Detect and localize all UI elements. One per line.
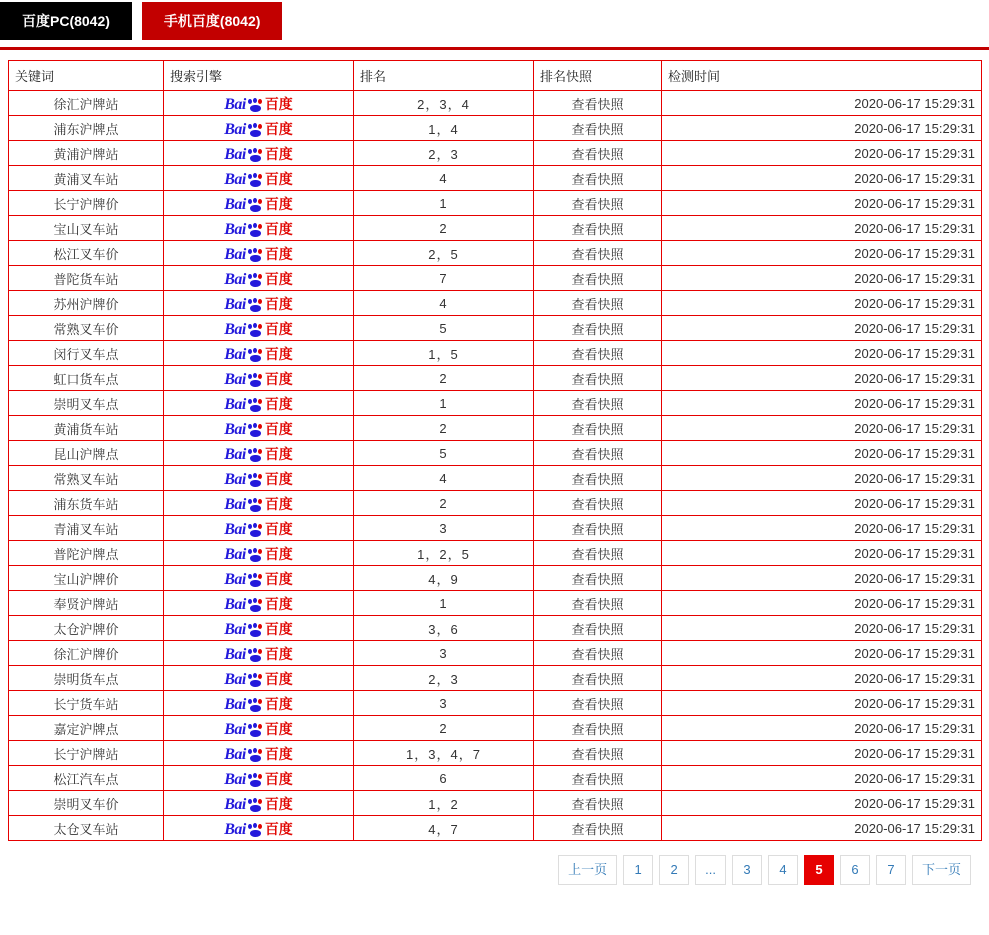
baidu-logo-icon: Bai 百度 — [224, 671, 293, 688]
cell-keyword: 太仓叉车站 — [9, 816, 164, 841]
cell-rank: 1，2，5 — [354, 541, 534, 566]
cell-search-engine — [164, 541, 354, 566]
table-header-row — [9, 61, 982, 91]
table-row — [9, 141, 982, 166]
cell-snapshot-link[interactable]: 查看快照 — [534, 766, 662, 791]
tab-bar — [0, 0, 989, 40]
cell-search-engine — [164, 141, 354, 166]
cell-snapshot-link[interactable]: 查看快照 — [534, 641, 662, 666]
cell-rank: 3 — [354, 641, 534, 666]
cell-keyword: 宝山沪牌价 — [9, 566, 164, 591]
cell-keyword: 昆山沪牌点 — [9, 441, 164, 466]
cell-search-engine — [164, 616, 354, 641]
table-row — [9, 241, 982, 266]
col-header-snapshot: 排名快照 — [534, 61, 662, 91]
table-row — [9, 816, 982, 841]
table-row — [9, 116, 982, 141]
cell-keyword: 长宁货车站 — [9, 691, 164, 716]
cell-snapshot-link[interactable]: 查看快照 — [534, 266, 662, 291]
baidu-logo-icon: Bai 百度 — [224, 596, 293, 613]
table-row — [9, 366, 982, 391]
cell-snapshot-link[interactable]: 查看快照 — [534, 166, 662, 191]
cell-search-engine — [164, 216, 354, 241]
cell-rank: 2 — [354, 491, 534, 516]
cell-rank: 4 — [354, 466, 534, 491]
cell-search-engine — [164, 391, 354, 416]
cell-snapshot-link[interactable]: 查看快照 — [534, 241, 662, 266]
table-row — [9, 316, 982, 341]
cell-search-engine — [164, 691, 354, 716]
cell-rank: 2，3 — [354, 141, 534, 166]
cell-rank: 4，9 — [354, 566, 534, 591]
cell-keyword: 黄浦沪牌站 — [9, 141, 164, 166]
cell-search-engine — [164, 516, 354, 541]
cell-rank: 2，3，4 — [354, 91, 534, 116]
baidu-logo-icon: Bai 百度 — [224, 796, 293, 813]
cell-check-time: 2020-06-17 15:29:31 — [662, 466, 982, 491]
cell-search-engine — [164, 166, 354, 191]
cell-keyword: 常熟叉车价 — [9, 316, 164, 341]
cell-snapshot-link[interactable]: 查看快照 — [534, 216, 662, 241]
baidu-logo-icon: Bai 百度 — [224, 421, 293, 438]
cell-keyword: 虹口货车点 — [9, 366, 164, 391]
table-head — [9, 61, 982, 91]
baidu-logo-icon: Bai 百度 — [224, 646, 293, 663]
cell-rank: 1 — [354, 191, 534, 216]
cell-keyword: 奉贤沪牌站 — [9, 591, 164, 616]
table-row — [9, 716, 982, 741]
cell-check-time: 2020-06-17 15:29:31 — [662, 691, 982, 716]
cell-rank: 1 — [354, 591, 534, 616]
cell-keyword: 崇明叉车价 — [9, 791, 164, 816]
baidu-logo-icon: Bai 百度 — [224, 246, 293, 263]
results-table-container — [0, 50, 989, 841]
cell-check-time: 2020-06-17 15:29:31 — [662, 316, 982, 341]
cell-check-time: 2020-06-17 15:29:31 — [662, 616, 982, 641]
cell-check-time: 2020-06-17 15:29:31 — [662, 241, 982, 266]
cell-check-time: 2020-06-17 15:29:31 — [662, 416, 982, 441]
cell-snapshot-link[interactable]: 查看快照 — [534, 391, 662, 416]
cell-search-engine — [164, 441, 354, 466]
table-row — [9, 391, 982, 416]
cell-search-engine — [164, 791, 354, 816]
cell-snapshot-link[interactable]: 查看快照 — [534, 566, 662, 591]
cell-check-time: 2020-06-17 15:29:31 — [662, 741, 982, 766]
baidu-logo-icon: Bai 百度 — [224, 821, 293, 838]
cell-check-time: 2020-06-17 15:29:31 — [662, 491, 982, 516]
cell-rank: 2，3 — [354, 666, 534, 691]
cell-keyword: 太仓沪牌价 — [9, 616, 164, 641]
baidu-logo-icon: Bai 百度 — [224, 771, 293, 788]
table-row — [9, 766, 982, 791]
cell-rank: 4 — [354, 291, 534, 316]
table-row — [9, 216, 982, 241]
table-row — [9, 591, 982, 616]
cell-search-engine — [164, 341, 354, 366]
cell-rank: 1，3，4，7 — [354, 741, 534, 766]
table-row — [9, 616, 982, 641]
baidu-logo-icon: Bai 百度 — [224, 346, 293, 363]
cell-check-time: 2020-06-17 15:29:31 — [662, 266, 982, 291]
cell-search-engine — [164, 816, 354, 841]
baidu-logo-icon: Bai 百度 — [224, 221, 293, 238]
cell-keyword: 长宁沪牌价 — [9, 191, 164, 216]
cell-keyword: 崇明货车点 — [9, 666, 164, 691]
table-row — [9, 266, 982, 291]
cell-snapshot-link[interactable]: 查看快照 — [534, 341, 662, 366]
cell-check-time: 2020-06-17 15:29:31 — [662, 391, 982, 416]
cell-search-engine — [164, 766, 354, 791]
cell-keyword: 松江叉车价 — [9, 241, 164, 266]
table-row — [9, 491, 982, 516]
cell-snapshot-link[interactable]: 查看快照 — [534, 141, 662, 166]
baidu-logo-icon: Bai 百度 — [224, 571, 293, 588]
cell-snapshot-link[interactable]: 查看快照 — [534, 366, 662, 391]
table-row — [9, 466, 982, 491]
pagination — [0, 841, 989, 885]
cell-check-time: 2020-06-17 15:29:31 — [662, 91, 982, 116]
cell-keyword: 松江汽车点 — [9, 766, 164, 791]
table-row — [9, 641, 982, 666]
table-row — [9, 666, 982, 691]
table-row — [9, 516, 982, 541]
cell-rank: 4 — [354, 166, 534, 191]
baidu-logo-icon: Bai 百度 — [224, 471, 293, 488]
baidu-logo-icon: Bai 百度 — [224, 196, 293, 213]
cell-check-time: 2020-06-17 15:29:31 — [662, 541, 982, 566]
baidu-logo-icon: Bai 百度 — [224, 296, 293, 313]
table-row — [9, 166, 982, 191]
cell-check-time: 2020-06-17 15:29:31 — [662, 791, 982, 816]
baidu-logo-icon: Bai 百度 — [224, 446, 293, 463]
cell-search-engine — [164, 266, 354, 291]
cell-rank: 3 — [354, 691, 534, 716]
cell-search-engine — [164, 91, 354, 116]
pagination-prev[interactable]: 上一页 — [558, 855, 617, 885]
cell-rank: 2 — [354, 216, 534, 241]
cell-keyword: 苏州沪牌价 — [9, 291, 164, 316]
pagination-next[interactable]: 下一页 — [912, 855, 971, 885]
table-row — [9, 691, 982, 716]
baidu-logo-icon: Bai 百度 — [224, 396, 293, 413]
baidu-logo-icon: Bai 百度 — [224, 621, 293, 638]
baidu-logo-icon: Bai 百度 — [224, 496, 293, 513]
cell-check-time: 2020-06-17 15:29:31 — [662, 766, 982, 791]
cell-search-engine — [164, 491, 354, 516]
cell-check-time: 2020-06-17 15:29:31 — [662, 366, 982, 391]
cell-snapshot-link[interactable]: 查看快照 — [534, 541, 662, 566]
baidu-logo-icon: Bai 百度 — [224, 96, 293, 113]
cell-check-time: 2020-06-17 15:29:31 — [662, 716, 982, 741]
cell-snapshot-link[interactable]: 查看快照 — [534, 516, 662, 541]
cell-search-engine — [164, 291, 354, 316]
cell-keyword: 徐汇沪牌站 — [9, 91, 164, 116]
baidu-logo-icon: Bai 百度 — [224, 271, 293, 288]
pagination-page-7[interactable]: 7 — [876, 855, 906, 885]
cell-check-time: 2020-06-17 15:29:31 — [662, 341, 982, 366]
cell-check-time: 2020-06-17 15:29:31 — [662, 191, 982, 216]
table-row — [9, 741, 982, 766]
cell-rank: 2 — [354, 366, 534, 391]
baidu-logo-icon: Bai 百度 — [224, 721, 293, 738]
cell-search-engine — [164, 641, 354, 666]
cell-rank: 2 — [354, 716, 534, 741]
table-row — [9, 541, 982, 566]
cell-search-engine — [164, 116, 354, 141]
col-header-rank: 排名 — [354, 61, 534, 91]
cell-snapshot-link[interactable]: 查看快照 — [534, 291, 662, 316]
cell-keyword: 浦东沪牌点 — [9, 116, 164, 141]
cell-rank: 1，4 — [354, 116, 534, 141]
table-row — [9, 341, 982, 366]
cell-keyword: 黄浦叉车站 — [9, 166, 164, 191]
cell-rank: 1，2 — [354, 791, 534, 816]
cell-snapshot-link[interactable]: 查看快照 — [534, 591, 662, 616]
cell-rank: 2，5 — [354, 241, 534, 266]
cell-check-time: 2020-06-17 15:29:31 — [662, 641, 982, 666]
table-row — [9, 191, 982, 216]
cell-check-time: 2020-06-17 15:29:31 — [662, 566, 982, 591]
cell-snapshot-link[interactable]: 查看快照 — [534, 691, 662, 716]
cell-search-engine — [164, 366, 354, 391]
cell-check-time: 2020-06-17 15:29:31 — [662, 116, 982, 141]
cell-rank: 2 — [354, 416, 534, 441]
pagination-page-1[interactable]: 1 — [623, 855, 653, 885]
cell-rank: 1，5 — [354, 341, 534, 366]
cell-keyword: 常熟叉车站 — [9, 466, 164, 491]
cell-snapshot-link[interactable]: 查看快照 — [534, 741, 662, 766]
cell-snapshot-link[interactable]: 查看快照 — [534, 716, 662, 741]
cell-keyword: 青浦叉车站 — [9, 516, 164, 541]
cell-search-engine — [164, 716, 354, 741]
cell-keyword: 宝山叉车站 — [9, 216, 164, 241]
cell-search-engine — [164, 241, 354, 266]
cell-keyword: 普陀沪牌点 — [9, 541, 164, 566]
cell-check-time: 2020-06-17 15:29:31 — [662, 141, 982, 166]
cell-search-engine — [164, 316, 354, 341]
cell-search-engine — [164, 741, 354, 766]
cell-keyword: 嘉定沪牌点 — [9, 716, 164, 741]
table-row — [9, 291, 982, 316]
pagination-page-6[interactable]: 6 — [840, 855, 870, 885]
cell-keyword: 闵行叉车点 — [9, 341, 164, 366]
cell-snapshot-link[interactable]: 查看快照 — [534, 491, 662, 516]
tab-baidu-mobile[interactable]: 手机百度(8042) — [142, 2, 282, 40]
table-row — [9, 416, 982, 441]
cell-check-time: 2020-06-17 15:29:31 — [662, 516, 982, 541]
cell-snapshot-link[interactable]: 查看快照 — [534, 666, 662, 691]
cell-rank: 7 — [354, 266, 534, 291]
cell-rank: 5 — [354, 441, 534, 466]
baidu-logo-icon: Bai 百度 — [224, 371, 293, 388]
baidu-logo-icon: Bai 百度 — [224, 696, 293, 713]
baidu-logo-icon: Bai 百度 — [224, 171, 293, 188]
baidu-logo-icon: Bai 百度 — [224, 521, 293, 538]
cell-search-engine — [164, 666, 354, 691]
cell-snapshot-link[interactable]: 查看快照 — [534, 416, 662, 441]
cell-check-time: 2020-06-17 15:29:31 — [662, 216, 982, 241]
cell-rank: 1 — [354, 391, 534, 416]
cell-search-engine — [164, 416, 354, 441]
cell-snapshot-link[interactable]: 查看快照 — [534, 116, 662, 141]
tab-baidu-pc[interactable]: 百度PC(8042) — [0, 2, 132, 40]
table-body — [9, 91, 982, 841]
cell-check-time: 2020-06-17 15:29:31 — [662, 291, 982, 316]
cell-snapshot-link[interactable]: 查看快照 — [534, 791, 662, 816]
pagination-page-4[interactable]: 4 — [768, 855, 798, 885]
col-header-keyword: 关键词 — [9, 61, 164, 91]
cell-snapshot-link[interactable]: 查看快照 — [534, 191, 662, 216]
pagination-page-2[interactable]: 2 — [659, 855, 689, 885]
results-table — [8, 60, 982, 841]
cell-search-engine — [164, 466, 354, 491]
cell-check-time: 2020-06-17 15:29:31 — [662, 441, 982, 466]
cell-rank: 4，7 — [354, 816, 534, 841]
cell-rank: 3 — [354, 516, 534, 541]
table-row — [9, 566, 982, 591]
table-row — [9, 441, 982, 466]
cell-keyword: 浦东货车站 — [9, 491, 164, 516]
pagination-page-3[interactable]: 3 — [732, 855, 762, 885]
cell-snapshot-link[interactable]: 查看快照 — [534, 91, 662, 116]
cell-keyword: 徐汇沪牌价 — [9, 641, 164, 666]
cell-check-time: 2020-06-17 15:29:31 — [662, 166, 982, 191]
col-header-search-engine: 搜索引擎 — [164, 61, 354, 91]
cell-check-time: 2020-06-17 15:29:31 — [662, 591, 982, 616]
cell-rank: 3，6 — [354, 616, 534, 641]
baidu-logo-icon: Bai 百度 — [224, 746, 293, 763]
pagination-ellipsis: ... — [695, 855, 726, 885]
cell-snapshot-link[interactable]: 查看快照 — [534, 466, 662, 491]
cell-snapshot-link[interactable]: 查看快照 — [534, 316, 662, 341]
cell-snapshot-link[interactable]: 查看快照 — [534, 616, 662, 641]
cell-snapshot-link[interactable]: 查看快照 — [534, 816, 662, 841]
baidu-logo-icon: Bai 百度 — [224, 121, 293, 138]
table-row — [9, 91, 982, 116]
pagination-page-5[interactable]: 5 — [804, 855, 834, 885]
col-header-check-time: 检测时间 — [662, 61, 982, 91]
cell-search-engine — [164, 591, 354, 616]
cell-check-time: 2020-06-17 15:29:31 — [662, 816, 982, 841]
table-row — [9, 791, 982, 816]
cell-check-time: 2020-06-17 15:29:31 — [662, 666, 982, 691]
baidu-logo-icon: Bai 百度 — [224, 321, 293, 338]
cell-rank: 5 — [354, 316, 534, 341]
cell-keyword: 崇明叉车点 — [9, 391, 164, 416]
cell-snapshot-link[interactable]: 查看快照 — [534, 441, 662, 466]
cell-keyword: 黄浦货车站 — [9, 416, 164, 441]
baidu-logo-icon: Bai 百度 — [224, 546, 293, 563]
cell-keyword: 普陀货车站 — [9, 266, 164, 291]
cell-search-engine — [164, 566, 354, 591]
cell-keyword: 长宁沪牌站 — [9, 741, 164, 766]
cell-rank: 6 — [354, 766, 534, 791]
baidu-logo-icon: Bai 百度 — [224, 146, 293, 163]
cell-search-engine — [164, 191, 354, 216]
